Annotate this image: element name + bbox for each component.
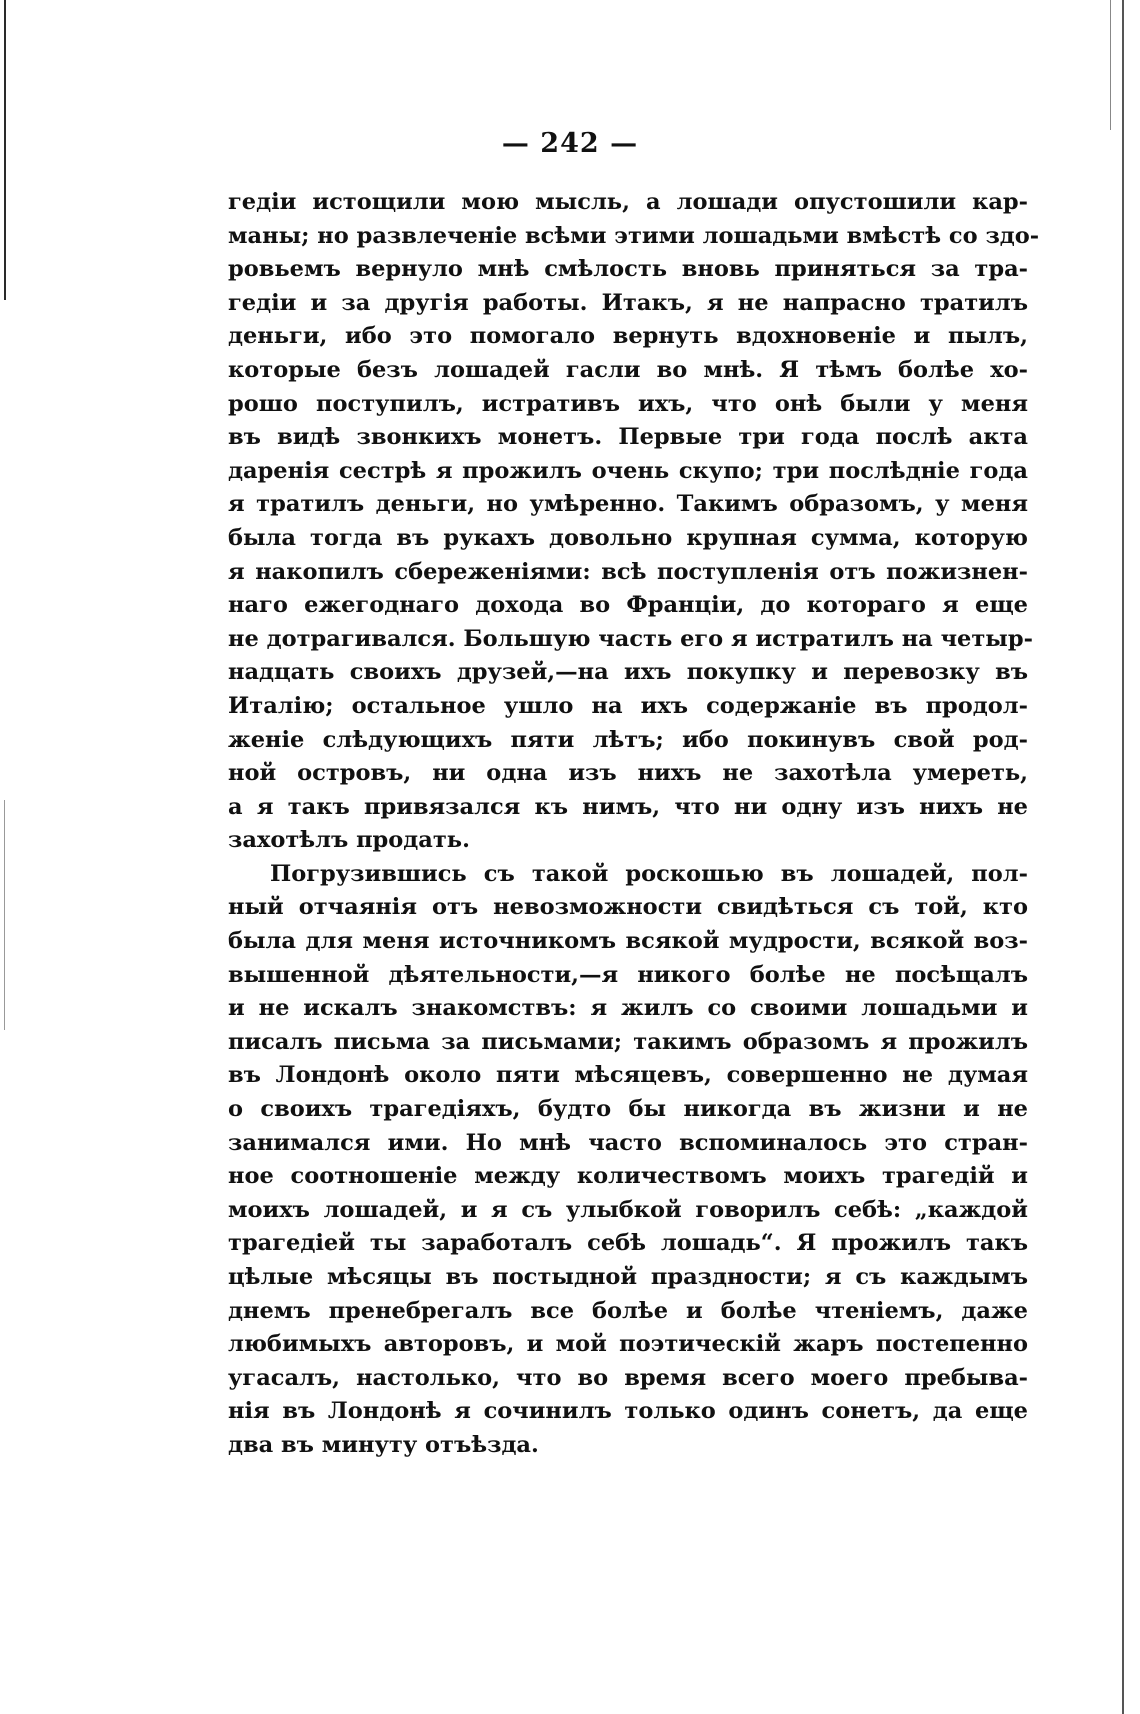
- text-line: и не искалъ знакомствъ: я жилъ со своими лошадьми и: [228, 995, 1028, 1022]
- text-line: ровьемъ вернуло мнѣ смѣлость вновь приняться за тра-: [228, 256, 1028, 283]
- paragraph: [228, 858, 1028, 1463]
- text-line: Италію; остальное ушло на ихъ содержаніе въ продол-: [228, 692, 1028, 719]
- page-number: — 242 —: [501, 128, 639, 159]
- text-line: занимался ими. Но мнѣ часто вспоминалось это стран-: [228, 1129, 1028, 1156]
- text-line: ный отчаянія отъ невозможности свидѣться съ той, кто: [228, 894, 1028, 921]
- text-line: моихъ лошадей, и я съ улыбкой говорилъ себѣ: „каждой: [228, 1196, 1028, 1223]
- text-line: цѣлые мѣсяцы въ постыдной праздности; я съ каждымъ: [228, 1264, 1028, 1290]
- text-line: угасалъ, настолько, что во время всего моего пребыва-: [228, 1364, 1028, 1391]
- text-line: въ Лондонѣ около пяти мѣсяцевъ, совершенно не думая: [228, 1062, 1028, 1089]
- scan-edge-right: [1122, 0, 1124, 1714]
- text-line: которые безъ лошадей гасли во мнѣ. Я тѣмъ болѣе хо-: [228, 356, 1028, 383]
- text-line: наго ежегоднаго дохода во Франціи, до котораго я еще: [228, 592, 1028, 619]
- text-line: была тогда въ рукахъ довольно крупная сумма, которую: [228, 524, 1028, 551]
- text-line: надцать своихъ друзей,—на ихъ покупку и перевозку въ: [228, 659, 1028, 686]
- body-text: [228, 186, 1040, 1463]
- text-line: о своихъ трагедіяхъ, будто бы никогда въ жизни и не: [228, 1096, 1028, 1123]
- scan-edge-right-inner: [1110, 0, 1111, 130]
- text-line: трагедіей ты заработалъ себѣ лошадь“. Я прожилъ такъ: [228, 1230, 1028, 1257]
- text-line: нія въ Лондонѣ я сочинилъ только одинъ сонетъ, да еще: [228, 1398, 1028, 1425]
- text-line: женіе слѣдующихъ пяти лѣтъ; ибо покинувъ свой род-: [228, 726, 1028, 753]
- text-line: а я такъ привязался къ нимъ, что ни одну изъ нихъ не: [228, 793, 1028, 820]
- text-line: захотѣлъ продать.: [228, 827, 470, 854]
- scan-edge-left-lower: [4, 800, 5, 1030]
- text-line: деньги, ибо это помогало вернуть вдохновеніе и пылъ,: [228, 323, 1028, 350]
- text-line: маны; но развлеченіе всѣми этими лошадьми вмѣстѣ со здо-: [228, 222, 1040, 249]
- text-line: рошо поступилъ, истративъ ихъ, что онѣ были у меня: [228, 390, 1028, 417]
- text-line: я накопилъ сбереженіями: всѣ поступленія отъ пожизнен-: [228, 558, 1028, 585]
- text-line: гедіи истощили мою мысль, а лошади опустошили кар-: [228, 189, 1028, 215]
- text-line: днемъ пренебрегалъ все болѣе и болѣе чтеніемъ, даже: [228, 1297, 1028, 1324]
- text-line: ной островъ, ни одна изъ нихъ не захотѣла умереть,: [228, 760, 1028, 787]
- text-line: два въ минуту отъѣзда.: [228, 1431, 539, 1458]
- text-line: писалъ письма за письмами; такимъ образомъ я прожилъ: [228, 1028, 1028, 1055]
- text-line: даренія сестрѣ я прожилъ очень скупо; три послѣдніе года: [228, 457, 1028, 484]
- text-line: не дотрагивался. Большую часть его я истратилъ на четыр-: [228, 625, 1033, 652]
- text-line: я тратилъ деньги, но умѣренно. Такимъ образомъ, у меня: [228, 491, 1028, 518]
- text-line: въ видѣ звонкихъ монетъ. Первые три года послѣ акта: [228, 424, 1028, 451]
- text-line: любимыхъ авторовъ, и мой поэтическій жаръ постепенно: [228, 1331, 1028, 1358]
- text-line: вышенной дѣятельности,—я никого болѣе не посѣщалъ: [228, 961, 1028, 988]
- text-line: Погрузившись съ такой роскошью въ лошадей, пол-: [270, 860, 1028, 887]
- text-line: была для меня источникомъ всякой мудрости, всякой воз-: [228, 928, 1028, 955]
- text-line: ное соотношеніе между количествомъ моихъ трагедій и: [228, 1163, 1028, 1190]
- text-line: гедіи и за другія работы. Итакъ, я не напрасно тратилъ: [228, 289, 1028, 316]
- paragraph: [228, 186, 1040, 858]
